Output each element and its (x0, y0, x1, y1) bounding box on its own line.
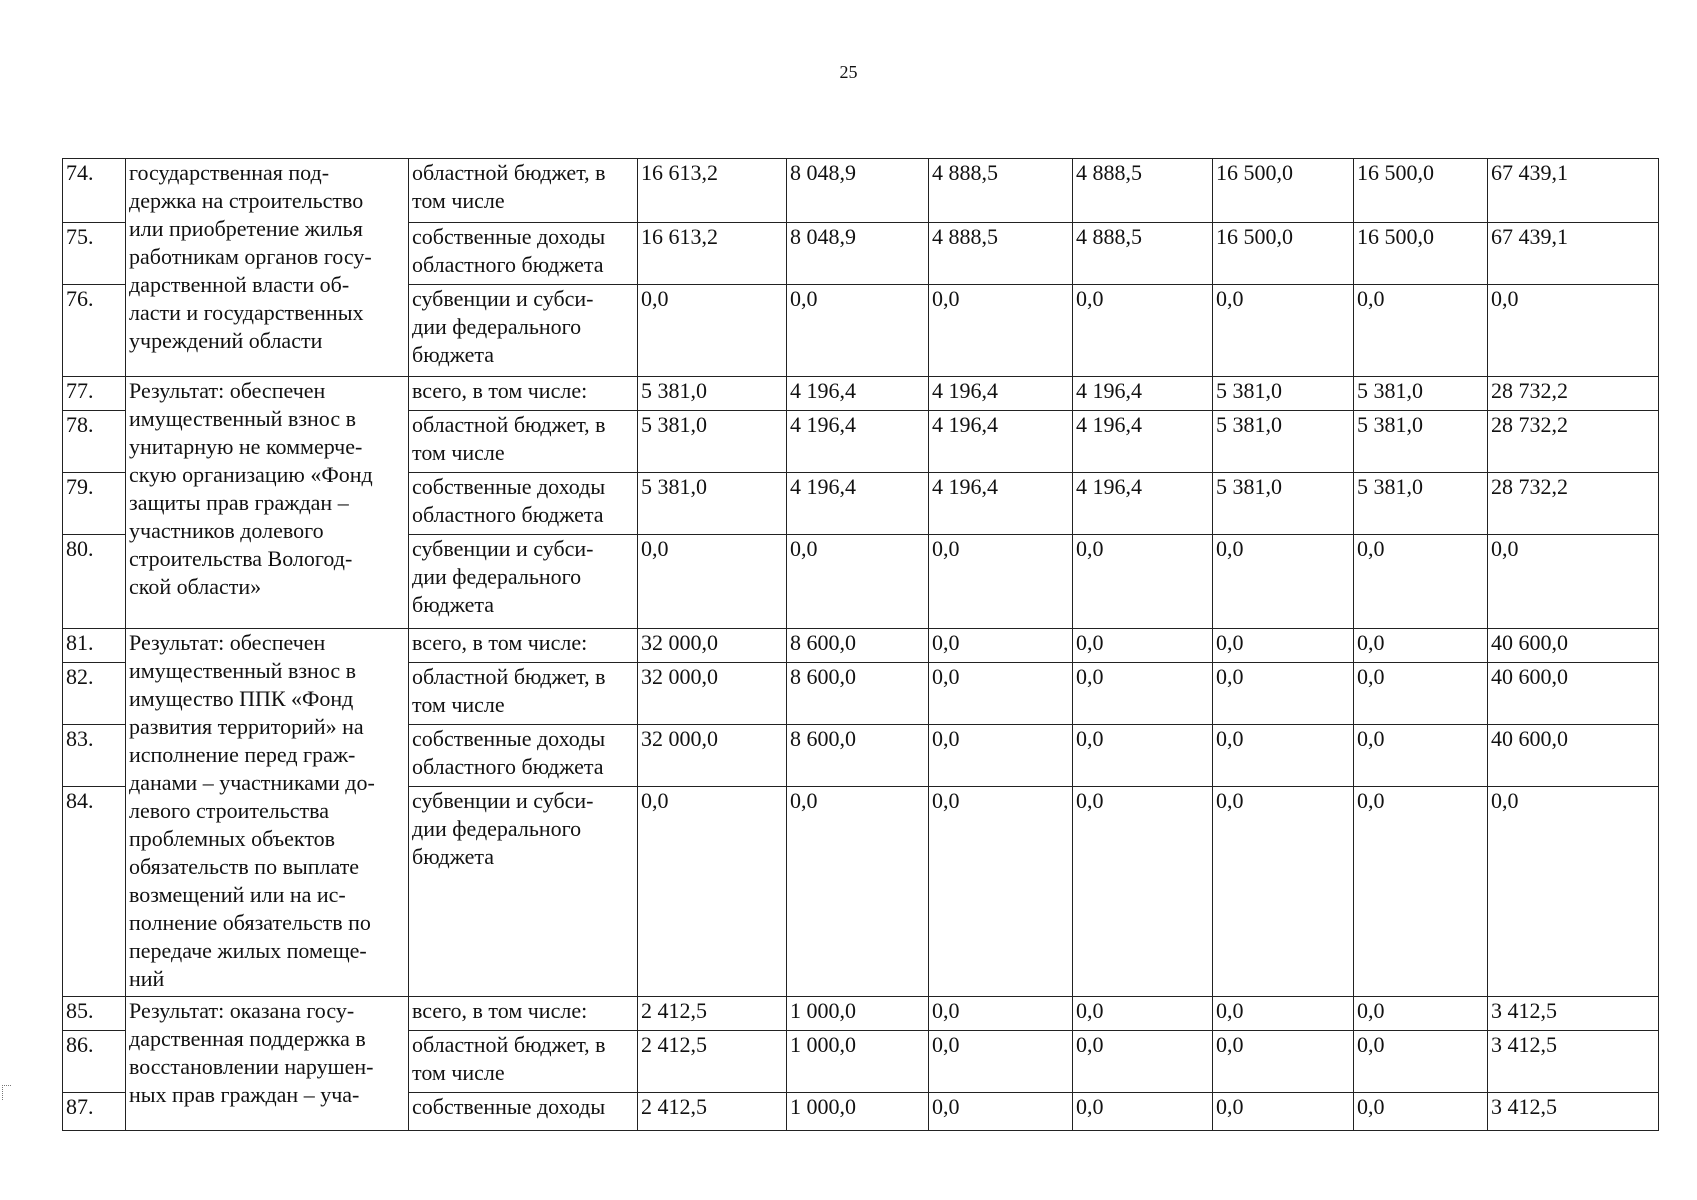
value-cell (1488, 535, 1659, 629)
value-cell (1073, 535, 1213, 629)
value-cell-text: 0,0 (1491, 536, 1519, 561)
row-number-text: 82. (66, 664, 94, 689)
value-cell-text: 0,0 (932, 664, 960, 689)
value-cell-text: 16 500,0 (1357, 160, 1434, 185)
value-cell (787, 1093, 929, 1131)
value-cell-text: 5 381,0 (641, 474, 707, 499)
value-cell-text: 0,0 (1357, 664, 1385, 689)
value-cell-text: 0,0 (1357, 998, 1385, 1023)
funding-source-text: областной бюджет, в том числе (412, 412, 606, 465)
row-number (63, 535, 126, 629)
row-number (63, 997, 126, 1031)
value-cell (1354, 285, 1488, 377)
row-number (63, 1031, 126, 1093)
value-cell-text: 16 613,2 (641, 224, 718, 249)
value-cell (1488, 787, 1659, 997)
value-cell-text: 4 196,4 (932, 378, 998, 403)
value-cell (787, 725, 929, 787)
row-number-text: 81. (66, 630, 94, 655)
value-cell (787, 377, 929, 411)
value-cell-text: 28 732,2 (1491, 378, 1568, 403)
value-cell-text: 0,0 (1491, 788, 1519, 813)
value-cell (638, 1031, 787, 1093)
value-cell-text: 4 196,4 (790, 378, 856, 403)
value-cell-text: 0,0 (1491, 286, 1519, 311)
funding-source (409, 997, 638, 1031)
value-cell-text: 0,0 (1357, 726, 1385, 751)
value-cell (929, 473, 1073, 535)
value-cell-text: 28 732,2 (1491, 474, 1568, 499)
value-cell (1213, 377, 1354, 411)
row-number (63, 1093, 126, 1131)
funding-source-text: собственные доходы областного бюджета (412, 474, 606, 527)
value-cell-text: 0,0 (1076, 788, 1104, 813)
result-description-text: Результат: обеспечен имущественный взнос в унитарную не коммерче- скую организацию «Фонд защиты прав граждан – участников долевого строительства Вологод- ской области» (129, 378, 373, 599)
value-cell (638, 223, 787, 285)
margin-mark (2, 1085, 11, 1100)
row-number-text: 80. (66, 536, 94, 561)
value-cell (929, 411, 1073, 473)
value-cell (1073, 787, 1213, 997)
value-cell (1488, 377, 1659, 411)
value-cell (1073, 411, 1213, 473)
value-cell (1354, 377, 1488, 411)
row-number-text: 83. (66, 726, 94, 751)
value-cell (1354, 411, 1488, 473)
funding-source (409, 159, 638, 223)
value-cell-text: 5 381,0 (1216, 474, 1282, 499)
value-cell (638, 1093, 787, 1131)
value-cell (1073, 159, 1213, 223)
value-cell (929, 725, 1073, 787)
value-cell (638, 411, 787, 473)
value-cell-text: 5 381,0 (641, 378, 707, 403)
row-number-text: 75. (66, 224, 94, 249)
value-cell (1488, 473, 1659, 535)
value-cell-text: 4 196,4 (1076, 474, 1142, 499)
table-row (63, 377, 1659, 411)
value-cell-text: 2 412,5 (641, 1094, 707, 1119)
value-cell (929, 377, 1073, 411)
funding-source-text: всего, в том числе: (412, 378, 588, 403)
value-cell (787, 535, 929, 629)
funding-source-text: собственные доходы областного бюджета (412, 726, 606, 779)
value-cell-text: 0,0 (1216, 1094, 1244, 1119)
value-cell (787, 159, 929, 223)
value-cell-text: 0,0 (932, 998, 960, 1023)
value-cell-text: 0,0 (1216, 1032, 1244, 1057)
value-cell-text: 0,0 (1216, 286, 1244, 311)
value-cell-text: 0,0 (932, 1032, 960, 1057)
row-number (63, 159, 126, 223)
value-cell (1488, 629, 1659, 663)
funding-source (409, 473, 638, 535)
value-cell-text: 0,0 (641, 286, 669, 311)
value-cell-text: 32 000,0 (641, 726, 718, 751)
value-cell-text: 8 600,0 (790, 726, 856, 751)
value-cell (1488, 997, 1659, 1031)
result-description (126, 377, 409, 629)
value-cell (1488, 1093, 1659, 1131)
value-cell (1488, 411, 1659, 473)
value-cell (1354, 1031, 1488, 1093)
value-cell (1354, 997, 1488, 1031)
row-number-text: 87. (66, 1094, 94, 1119)
funding-source-text: собственные доходы (412, 1094, 606, 1119)
value-cell (787, 787, 929, 997)
value-cell-text: 0,0 (641, 536, 669, 561)
funding-source-text: областной бюджет, в том числе (412, 664, 606, 717)
value-cell-text: 0,0 (932, 788, 960, 813)
value-cell-text: 40 600,0 (1491, 726, 1568, 751)
funding-source (409, 725, 638, 787)
value-cell-text: 40 600,0 (1491, 664, 1568, 689)
value-cell (929, 535, 1073, 629)
value-cell-text: 0,0 (932, 726, 960, 751)
value-cell (638, 285, 787, 377)
value-cell-text: 8 600,0 (790, 630, 856, 655)
result-description (126, 159, 409, 377)
value-cell-text: 1 000,0 (790, 1032, 856, 1057)
funding-source-text: всего, в том числе: (412, 998, 588, 1023)
value-cell-text: 4 888,5 (932, 224, 998, 249)
value-cell-text: 3 412,5 (1491, 998, 1557, 1023)
value-cell (1354, 1093, 1488, 1131)
value-cell (1073, 223, 1213, 285)
value-cell (1213, 725, 1354, 787)
value-cell-text: 16 500,0 (1216, 224, 1293, 249)
value-cell-text: 8 048,9 (790, 224, 856, 249)
value-cell-text: 0,0 (932, 286, 960, 311)
row-number-text: 84. (66, 788, 94, 813)
funding-source-text: субвенции и субси- дии федерального бюджета (412, 788, 594, 869)
value-cell-text: 5 381,0 (1216, 412, 1282, 437)
value-cell (929, 787, 1073, 997)
value-cell (1073, 473, 1213, 535)
table-row (63, 159, 1659, 223)
value-cell (929, 663, 1073, 725)
funding-source-text: областной бюджет, в том числе (412, 160, 606, 213)
value-cell (1213, 629, 1354, 663)
row-number (63, 411, 126, 473)
value-cell-text: 0,0 (1357, 1094, 1385, 1119)
value-cell-text: 0,0 (1357, 536, 1385, 561)
value-cell (638, 473, 787, 535)
value-cell (638, 535, 787, 629)
value-cell (638, 629, 787, 663)
value-cell (638, 377, 787, 411)
funding-source-text: областной бюджет, в том числе (412, 1032, 606, 1085)
value-cell-text: 0,0 (1076, 286, 1104, 311)
value-cell (1213, 285, 1354, 377)
value-cell (1488, 285, 1659, 377)
funding-source (409, 411, 638, 473)
value-cell (787, 629, 929, 663)
table-row (63, 997, 1659, 1031)
value-cell (1354, 223, 1488, 285)
value-cell-text: 2 412,5 (641, 1032, 707, 1057)
value-cell (787, 411, 929, 473)
value-cell-text: 1 000,0 (790, 1094, 856, 1119)
funding-source-text: субвенции и субси- дии федерального бюджета (412, 286, 594, 367)
result-description-text: Результат: оказана госу- дарственная поддержка в восстановлении нарушен- ных прав граждан – уча- (129, 998, 374, 1107)
value-cell-text: 3 412,5 (1491, 1094, 1557, 1119)
value-cell (787, 997, 929, 1031)
value-cell-text: 4 888,5 (1076, 224, 1142, 249)
value-cell-text: 0,0 (932, 536, 960, 561)
value-cell-text: 0,0 (932, 1094, 960, 1119)
value-cell-text: 16 500,0 (1357, 224, 1434, 249)
value-cell-text: 4 888,5 (1076, 160, 1142, 185)
page-number: 25 (839, 62, 858, 82)
value-cell-text: 0,0 (1076, 1094, 1104, 1119)
value-cell-text: 4 196,4 (790, 412, 856, 437)
row-number-text: 85. (66, 998, 94, 1023)
value-cell-text: 0,0 (1216, 536, 1244, 561)
value-cell (1354, 159, 1488, 223)
row-number (63, 377, 126, 411)
value-cell (1354, 535, 1488, 629)
value-cell (638, 159, 787, 223)
value-cell-text: 0,0 (1357, 286, 1385, 311)
row-number (63, 663, 126, 725)
value-cell-text: 0,0 (1076, 664, 1104, 689)
value-cell (1488, 725, 1659, 787)
value-cell (1488, 663, 1659, 725)
value-cell-text: 0,0 (1076, 1032, 1104, 1057)
funding-source (409, 787, 638, 997)
value-cell-text: 0,0 (932, 630, 960, 655)
value-cell (1213, 159, 1354, 223)
value-cell (787, 473, 929, 535)
value-cell-text: 0,0 (790, 536, 818, 561)
value-cell-text: 0,0 (1076, 998, 1104, 1023)
value-cell-text: 5 381,0 (641, 412, 707, 437)
value-cell (1213, 473, 1354, 535)
value-cell (1488, 1031, 1659, 1093)
value-cell (1213, 535, 1354, 629)
row-number-text: 78. (66, 412, 94, 437)
value-cell-text: 4 196,4 (932, 474, 998, 499)
value-cell (929, 997, 1073, 1031)
row-number (63, 629, 126, 663)
value-cell (1354, 663, 1488, 725)
value-cell-text: 32 000,0 (641, 630, 718, 655)
value-cell (1073, 663, 1213, 725)
value-cell (1073, 377, 1213, 411)
value-cell (929, 223, 1073, 285)
value-cell (1213, 787, 1354, 997)
row-number (63, 285, 126, 377)
value-cell (1213, 1093, 1354, 1131)
value-cell-text: 8 600,0 (790, 664, 856, 689)
value-cell-text: 32 000,0 (641, 664, 718, 689)
row-number (63, 473, 126, 535)
value-cell (638, 787, 787, 997)
value-cell-text: 40 600,0 (1491, 630, 1568, 655)
row-number-text: 86. (66, 1032, 94, 1057)
value-cell-text: 4 196,4 (790, 474, 856, 499)
result-description-text: государственная под- держка на строительство или приобретение жилья работникам органов госу- дарственной власти об- ласти и государственных учреждений области (129, 160, 372, 353)
value-cell (929, 1031, 1073, 1093)
value-cell (638, 725, 787, 787)
value-cell-text: 0,0 (790, 286, 818, 311)
value-cell-text: 5 381,0 (1357, 412, 1423, 437)
row-number (63, 787, 126, 997)
value-cell-text: 4 196,4 (932, 412, 998, 437)
row-number-text: 77. (66, 378, 94, 403)
result-description (126, 997, 409, 1131)
value-cell (929, 629, 1073, 663)
value-cell-text: 16 613,2 (641, 160, 718, 185)
value-cell (1213, 223, 1354, 285)
value-cell-text: 5 381,0 (1357, 378, 1423, 403)
value-cell (787, 663, 929, 725)
value-cell-text: 8 048,9 (790, 160, 856, 185)
value-cell-text: 0,0 (1216, 630, 1244, 655)
value-cell (1488, 159, 1659, 223)
row-number (63, 223, 126, 285)
value-cell (787, 223, 929, 285)
value-cell (787, 1031, 929, 1093)
value-cell-text: 0,0 (1357, 1032, 1385, 1057)
value-cell (1354, 787, 1488, 997)
funding-source-text: всего, в том числе: (412, 630, 588, 655)
value-cell (1213, 663, 1354, 725)
value-cell-text: 0,0 (1076, 630, 1104, 655)
value-cell (1213, 1031, 1354, 1093)
funding-source (409, 285, 638, 377)
value-cell (1354, 473, 1488, 535)
value-cell-text: 5 381,0 (1357, 474, 1423, 499)
value-cell (1073, 629, 1213, 663)
funding-source (409, 629, 638, 663)
value-cell-text: 28 732,2 (1491, 412, 1568, 437)
value-cell (1213, 411, 1354, 473)
value-cell-text: 0,0 (1216, 998, 1244, 1023)
funding-source (409, 663, 638, 725)
value-cell-text: 0,0 (790, 788, 818, 813)
table-row (63, 629, 1659, 663)
value-cell (1213, 997, 1354, 1031)
value-cell (929, 159, 1073, 223)
value-cell (638, 663, 787, 725)
value-cell (1073, 1093, 1213, 1131)
funding-source (409, 223, 638, 285)
row-number-text: 76. (66, 286, 94, 311)
value-cell-text: 4 196,4 (1076, 412, 1142, 437)
funding-source (409, 377, 638, 411)
value-cell-text: 0,0 (1216, 726, 1244, 751)
value-cell (929, 1093, 1073, 1131)
value-cell-text: 0,0 (1216, 788, 1244, 813)
value-cell-text: 4 888,5 (932, 160, 998, 185)
value-cell (1354, 629, 1488, 663)
row-number-text: 74. (66, 160, 94, 185)
value-cell-text: 16 500,0 (1216, 160, 1293, 185)
value-cell (1073, 725, 1213, 787)
row-number-text: 79. (66, 474, 94, 499)
result-description-text: Результат: обеспечен имущественный взнос в имущество ППК «Фонд развития территорий» на исполнение перед граж- данами – участниками до- левого строительства проблемных объектов обязательств по выплате возмещений или на ис- полнение обязательств по передаче жилых помеще- ний (129, 630, 375, 991)
funding-source (409, 535, 638, 629)
value-cell (1073, 285, 1213, 377)
value-cell (787, 285, 929, 377)
value-cell-text: 0,0 (1357, 630, 1385, 655)
value-cell (1488, 223, 1659, 285)
value-cell-text: 67 439,1 (1491, 160, 1568, 185)
value-cell-text: 0,0 (1357, 788, 1385, 813)
value-cell (1073, 997, 1213, 1031)
funding-source-text: субвенции и субси- дии федерального бюджета (412, 536, 594, 617)
value-cell (1073, 1031, 1213, 1093)
funding-source (409, 1093, 638, 1131)
funding-source (409, 1031, 638, 1093)
value-cell-text: 0,0 (1076, 536, 1104, 561)
value-cell-text: 2 412,5 (641, 998, 707, 1023)
funding-source-text: собственные доходы областного бюджета (412, 224, 606, 277)
value-cell-text: 5 381,0 (1216, 378, 1282, 403)
value-cell-text: 0,0 (641, 788, 669, 813)
value-cell-text: 0,0 (1076, 726, 1104, 751)
value-cell-text: 1 000,0 (790, 998, 856, 1023)
value-cell-text: 0,0 (1216, 664, 1244, 689)
value-cell (638, 997, 787, 1031)
value-cell (1354, 725, 1488, 787)
value-cell-text: 4 196,4 (1076, 378, 1142, 403)
value-cell (929, 285, 1073, 377)
budget-table (62, 158, 1659, 1131)
value-cell-text: 3 412,5 (1491, 1032, 1557, 1057)
row-number (63, 725, 126, 787)
result-description (126, 629, 409, 997)
value-cell-text: 67 439,1 (1491, 224, 1568, 249)
